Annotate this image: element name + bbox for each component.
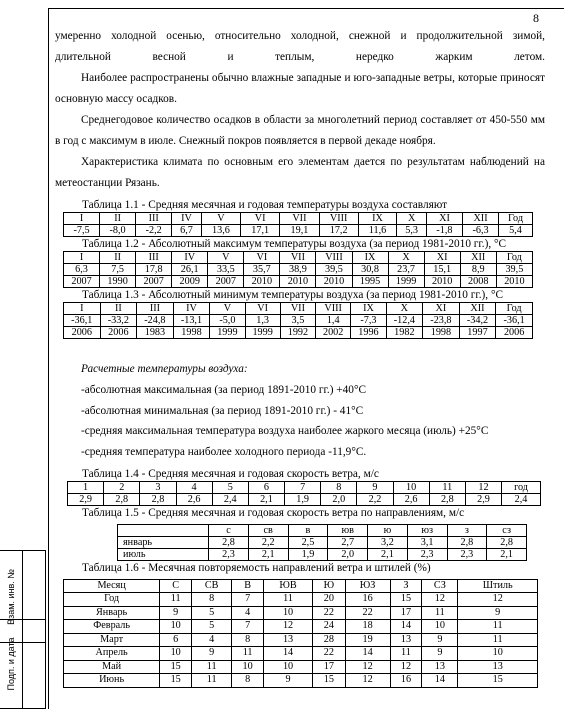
table-cell: 30,8 [352, 264, 388, 276]
table-cell: 17,1 [241, 225, 280, 237]
table-cell: 11 [160, 593, 192, 607]
month-header: XII [459, 303, 496, 315]
table-cell: 2006 [100, 327, 137, 339]
table-cell: 12 [264, 620, 313, 634]
column-header: СВ [192, 579, 232, 593]
table-cell: 1,9 [288, 548, 328, 560]
table-absolute-minimum [63, 302, 533, 339]
table3-caption: Таблица 1.3 - Абсолютный минимум температуры воздуха (за период 1981-2010 гг.), °С [82, 289, 504, 301]
table-row [64, 633, 538, 647]
table-cell: 2006 [496, 327, 533, 339]
table-cell: 15 [160, 674, 192, 688]
table-cell: -33,2 [100, 315, 137, 327]
table-cell: 8 [232, 633, 264, 647]
month-header: Год [499, 213, 533, 225]
column-header: ЮВ [264, 579, 313, 593]
table-cell: 2006 [64, 327, 101, 339]
table-cell: 20 [313, 593, 346, 607]
table-cell: -12,4 [386, 315, 423, 327]
table-cell: -36,1 [496, 315, 533, 327]
table-cell: 2,2 [248, 536, 288, 548]
table-cell: 18 [345, 620, 390, 634]
month-header: IV [172, 252, 208, 264]
table-corner-cell [118, 524, 209, 536]
table-cell: 2008 [460, 276, 496, 288]
table-absolute-maximum [63, 251, 533, 288]
month-header: V [210, 303, 245, 315]
table-cell: 11 [458, 633, 538, 647]
table-cell: 3,2 [368, 536, 408, 548]
table-cell: 2,8 [487, 536, 527, 548]
table5-header-row [118, 524, 527, 536]
table-cell: 1982 [386, 327, 423, 339]
table-cell: 16 [345, 593, 390, 607]
table-cell: 7 [232, 593, 264, 607]
stamp-label-replacement-inventory: Взам. инв. № [6, 568, 16, 625]
row-label: Январь [64, 606, 160, 620]
table-cell: 11 [458, 620, 538, 634]
table-cell: 12 [390, 660, 422, 674]
table5-row-july [118, 548, 527, 560]
table-cell: 1999 [245, 327, 280, 339]
table-cell: 10 [422, 620, 458, 634]
table-cell: 11 [232, 647, 264, 661]
table-cell: 2,2 [357, 493, 393, 505]
month-header: VIII [319, 213, 358, 225]
month-header: 4 [176, 481, 212, 493]
table-cell: -34,2 [459, 315, 496, 327]
month-header: I [64, 252, 100, 264]
table-cell: 2,8 [140, 493, 176, 505]
month-header: X [397, 213, 427, 225]
month-header: II [100, 303, 137, 315]
month-header: XI [426, 213, 462, 225]
table-cell: 9 [422, 647, 458, 661]
table-mean-temperature [63, 212, 533, 237]
table-cell: 9 [264, 674, 313, 688]
table-cell: 6,3 [64, 264, 100, 276]
month-header: I [64, 303, 101, 315]
table-cell: 2010 [496, 276, 532, 288]
table-cell: 9 [160, 606, 192, 620]
month-header: VII [280, 303, 315, 315]
month-header: 5 [212, 481, 248, 493]
table-cell: 10 [232, 660, 264, 674]
table5-row-january [118, 536, 527, 548]
table-cell: 17 [313, 660, 346, 674]
table-cell: 12 [345, 660, 390, 674]
table-cell: 1998 [173, 327, 210, 339]
table1-header-row [64, 213, 533, 225]
table-cell: 1997 [459, 327, 496, 339]
row-label: Год [64, 593, 160, 607]
table-cell: 22 [313, 647, 346, 661]
month-header: 11 [429, 481, 465, 493]
table-cell: 4 [232, 606, 264, 620]
table-row [64, 660, 538, 674]
column-header: В [232, 579, 264, 593]
month-header: V [208, 252, 244, 264]
month-header: II [100, 213, 136, 225]
month-header: IV [172, 213, 202, 225]
table-cell: 15 [160, 660, 192, 674]
table-cell: 2,4 [502, 493, 541, 505]
table-cell: 1999 [388, 276, 424, 288]
page-number: 8 [533, 11, 539, 25]
table-cell: -24,8 [137, 315, 174, 327]
month-header: V [201, 213, 240, 225]
paragraph-climate: умеренно холодной осенью, относительно холодной, снежной и продолжительной зимой, длительной весной и теплым, нередко жарким летом. [55, 30, 545, 63]
direction-header: св [248, 524, 288, 536]
table-cell: 5,4 [499, 225, 533, 237]
row-label: Май [64, 660, 160, 674]
row-label: Февраль [64, 620, 160, 634]
table-cell: 7 [232, 620, 264, 634]
table-cell: 13,6 [201, 225, 240, 237]
table-cell: 14 [345, 647, 390, 661]
table-cell: 26,1 [172, 264, 208, 276]
table-cell: 5 [192, 606, 232, 620]
frame-left-border [48, 8, 49, 709]
table-cell: 1990 [100, 276, 136, 288]
table-cell: 1,9 [285, 493, 321, 505]
month-header: 9 [357, 481, 393, 493]
table3-header-row [64, 303, 533, 315]
table-cell: 2010 [316, 276, 352, 288]
table-cell: 14 [390, 620, 422, 634]
column-header: СЗ [422, 579, 458, 593]
column-header: Месяц [64, 579, 160, 593]
table-cell: 9 [192, 647, 232, 661]
table-cell: 2,8 [209, 536, 249, 548]
paragraph-station: Характеристика климата по основным его элементам дается по результатам наблюдений на метеостанции Рязань. [55, 156, 545, 189]
table-cell: -6,3 [463, 225, 499, 237]
month-header: 3 [140, 481, 176, 493]
table-wind-speed [67, 481, 541, 506]
table-cell: 12 [458, 593, 538, 607]
table-cell: 14 [264, 647, 313, 661]
row-label: январь [118, 536, 209, 548]
table-cell: 11 [192, 660, 232, 674]
table-cell: 10 [264, 606, 313, 620]
table2-header-row [64, 252, 533, 264]
table-cell: 2,4 [212, 493, 248, 505]
column-header: З [390, 579, 422, 593]
table2-years-row [64, 276, 533, 288]
table-cell: -7,3 [351, 315, 386, 327]
table-cell: 33,5 [208, 264, 244, 276]
table-cell: -36,1 [64, 315, 101, 327]
table-cell: -8,0 [100, 225, 136, 237]
table3-years-row [64, 327, 533, 339]
month-header: IX [351, 303, 386, 315]
table-cell: -7,5 [64, 225, 100, 237]
table2-caption: Таблица 1.2 - Абсолютный максимум температуры воздуха (за период 1981-2010 гг.), °С [82, 238, 507, 250]
table6-header-row [64, 579, 538, 593]
table-cell: 2,3 [407, 548, 447, 560]
stamp-cell-signature-date [0, 619, 46, 709]
table-cell: -5,0 [210, 315, 245, 327]
month-header: IX [352, 252, 388, 264]
month-header: II [100, 252, 136, 264]
table-cell: 2,3 [447, 548, 487, 560]
table-cell: 6 [160, 633, 192, 647]
table-cell: 3,1 [407, 536, 447, 548]
table-cell: 2007 [136, 276, 172, 288]
table-cell: 2,8 [104, 493, 140, 505]
table3-values-row [64, 315, 533, 327]
table-cell: -2,2 [136, 225, 172, 237]
table4-header-row [68, 481, 541, 493]
table-wind-by-direction [117, 524, 527, 561]
table-cell: 9 [422, 633, 458, 647]
table-cell: 12 [345, 674, 390, 688]
table-cell: 10 [458, 647, 538, 661]
table-cell: 1992 [280, 327, 315, 339]
month-header: VII [280, 213, 319, 225]
table-cell: 22 [345, 606, 390, 620]
table-cell: -13,1 [173, 315, 210, 327]
month-header: 6 [248, 481, 284, 493]
month-header: XII [460, 252, 496, 264]
table-cell: 1,3 [245, 315, 280, 327]
table-cell: 11 [390, 647, 422, 661]
table-cell: 22 [313, 606, 346, 620]
month-header: I [64, 213, 100, 225]
table1-values-row [64, 225, 533, 237]
table1-caption: Таблица 1.1 - Средняя месячная и годовая температуры воздуха составляют [82, 199, 448, 211]
table-cell: -1,8 [426, 225, 462, 237]
month-header: IX [358, 213, 397, 225]
table-cell: 11 [192, 674, 232, 688]
table-cell: 3,5 [280, 315, 315, 327]
table-cell: 2,0 [328, 548, 368, 560]
design-temperature-line: -абсолютная минимальная (за период 1891-2010 гг.) - 41°С [81, 404, 364, 417]
month-header: Год [496, 303, 533, 315]
row-label: Апрель [64, 647, 160, 661]
month-header: год [502, 481, 541, 493]
table-cell: 2,0 [321, 493, 357, 505]
table-cell: 2,1 [368, 548, 408, 560]
month-header: 8 [321, 481, 357, 493]
table-cell: 5,3 [397, 225, 427, 237]
stamp-label-signature-date: Подп. и дата [6, 637, 16, 691]
table-cell: 28 [313, 633, 346, 647]
table-cell: 39,5 [496, 264, 532, 276]
row-label: Март [64, 633, 160, 647]
table-cell: 23,7 [388, 264, 424, 276]
table-row [64, 647, 538, 661]
table6-caption: Таблица 1.6 - Месячная повторяемость направлений ветра и штилей (%) [82, 561, 431, 574]
table-cell: 13 [264, 633, 313, 647]
direction-header: сз [487, 524, 527, 536]
month-header: III [137, 303, 174, 315]
table-cell: 2,5 [288, 536, 328, 548]
frame-top-border [48, 8, 564, 9]
table-cell: 8 [232, 674, 264, 688]
table-cell: 2,6 [393, 493, 429, 505]
month-header: VI [244, 252, 280, 264]
design-temperature-line: -абсолютная максимальная (за период 1891-2010 гг.) +40°С [81, 383, 366, 396]
column-header: Ю [313, 579, 346, 593]
table-cell: 17,8 [136, 264, 172, 276]
month-header: VIII [316, 252, 352, 264]
table-cell: 8,9 [460, 264, 496, 276]
table-cell: 2,1 [248, 493, 284, 505]
month-header: VII [280, 252, 316, 264]
table-cell: 10 [160, 647, 192, 661]
table-cell: 2010 [244, 276, 280, 288]
design-temperatures [55, 359, 545, 463]
table-cell: 35,7 [244, 264, 280, 276]
table-row [64, 593, 538, 607]
month-header: XII [463, 213, 499, 225]
table-cell: 2007 [64, 276, 100, 288]
table-cell: -23,8 [423, 315, 460, 327]
table-cell: 39,5 [316, 264, 352, 276]
table-cell: 15 [458, 674, 538, 688]
table-cell: 14 [422, 674, 458, 688]
table-row [64, 674, 538, 688]
table-cell: 2010 [280, 276, 316, 288]
document-body [55, 26, 545, 688]
month-header: IV [173, 303, 210, 315]
table-cell: 2009 [172, 276, 208, 288]
month-header: XI [424, 252, 460, 264]
table4-values-row [68, 493, 541, 505]
table-cell: 6,7 [172, 225, 202, 237]
table-cell: 13 [422, 660, 458, 674]
table-cell: 9 [458, 606, 538, 620]
month-header: 7 [285, 481, 321, 493]
month-header: X [386, 303, 423, 315]
direction-header: ю [368, 524, 408, 536]
table-cell: 1,4 [316, 315, 351, 327]
month-header: 12 [465, 481, 501, 493]
table-cell: 15 [390, 593, 422, 607]
design-temperature-line: -средняя максимальная температура воздуха наиболее жаркого месяца (июль) +25°С [81, 425, 489, 438]
table-cell: 2,9 [465, 493, 501, 505]
table-cell: 2,7 [328, 536, 368, 548]
table-cell: 2,1 [487, 548, 527, 560]
month-header: X [388, 252, 424, 264]
table-cell: 13 [390, 633, 422, 647]
table-row [64, 620, 538, 634]
table-cell: 24 [313, 620, 346, 634]
table-cell: 2,9 [68, 493, 104, 505]
table-cell: 17,2 [319, 225, 358, 237]
column-header: ЮЗ [345, 579, 390, 593]
design-temperature-line: -средняя температура наиболее холодного периода -11,9°С. [81, 446, 367, 459]
direction-header: з [447, 524, 487, 536]
direction-header: в [288, 524, 328, 536]
table-row [64, 606, 538, 620]
table-cell: 4 [192, 633, 232, 647]
table-cell: 2002 [316, 327, 351, 339]
table-cell: 1998 [423, 327, 460, 339]
month-header: 1 [68, 481, 104, 493]
table-cell: 11 [422, 606, 458, 620]
column-header: Штиль [458, 579, 538, 593]
table5-caption: Таблица 1.5 - Средняя месячная и годовая скорость ветра по направлениям, м/с [82, 506, 465, 519]
direction-header: юз [407, 524, 447, 536]
table-cell: 16 [390, 674, 422, 688]
table2-values-row [64, 264, 533, 276]
direction-header: с [209, 524, 249, 536]
table-cell: 11 [264, 593, 313, 607]
table-cell: 15,1 [424, 264, 460, 276]
table-cell: 1995 [352, 276, 388, 288]
direction-header: юв [328, 524, 368, 536]
paragraph-winds: Наиболее распространены обычно влажные западные и юго-западные ветры, которые приносят основную массу осадков. [55, 72, 545, 105]
table-cell: 10 [160, 620, 192, 634]
table-wind-frequency [63, 579, 538, 688]
table-cell: 8 [192, 593, 232, 607]
column-header: С [160, 579, 192, 593]
table-cell: 1983 [137, 327, 174, 339]
table-cell: 5 [192, 620, 232, 634]
table-cell: 12 [422, 593, 458, 607]
table-cell: 2007 [208, 276, 244, 288]
table-cell: 7,5 [100, 264, 136, 276]
table-cell: 19 [345, 633, 390, 647]
table-cell: 1996 [351, 327, 386, 339]
month-header: VIII [316, 303, 351, 315]
table-cell: 2,8 [447, 536, 487, 548]
month-header: III [136, 252, 172, 264]
table-cell: 15 [313, 674, 346, 688]
table-cell: 2,1 [248, 548, 288, 560]
month-header: 2 [104, 481, 140, 493]
table-cell: 17 [390, 606, 422, 620]
table-cell: 38,9 [280, 264, 316, 276]
month-header: XI [423, 303, 460, 315]
row-label: Июнь [64, 674, 160, 688]
table-cell: 2,3 [209, 548, 249, 560]
table4-caption: Таблица 1.4 - Средняя месячная и годовая скорость ветра, м/с [82, 467, 379, 480]
month-header: Год [496, 252, 532, 264]
table-cell: 2,6 [176, 493, 212, 505]
table-cell: 13 [458, 660, 538, 674]
month-header: VI [245, 303, 280, 315]
paragraph-precipitation: Среднегодовое количество осадков в области за многолетний период составляет от 450-550 мм в год с максимум в июле. Снежный покров появляется в первой декаде ноября. [55, 114, 545, 147]
table-cell: 2010 [424, 276, 460, 288]
month-header: VI [241, 213, 280, 225]
table-cell: 10 [264, 660, 313, 674]
month-header: 10 [393, 481, 429, 493]
row-label: июль [118, 548, 209, 560]
table-cell: 1999 [210, 327, 245, 339]
design-temperatures-heading: Расчетные температуры воздуха: [81, 363, 248, 375]
table-cell: 19,1 [280, 225, 319, 237]
table-cell: 11,6 [358, 225, 397, 237]
month-header: III [136, 213, 172, 225]
table-cell: 2,8 [429, 493, 465, 505]
